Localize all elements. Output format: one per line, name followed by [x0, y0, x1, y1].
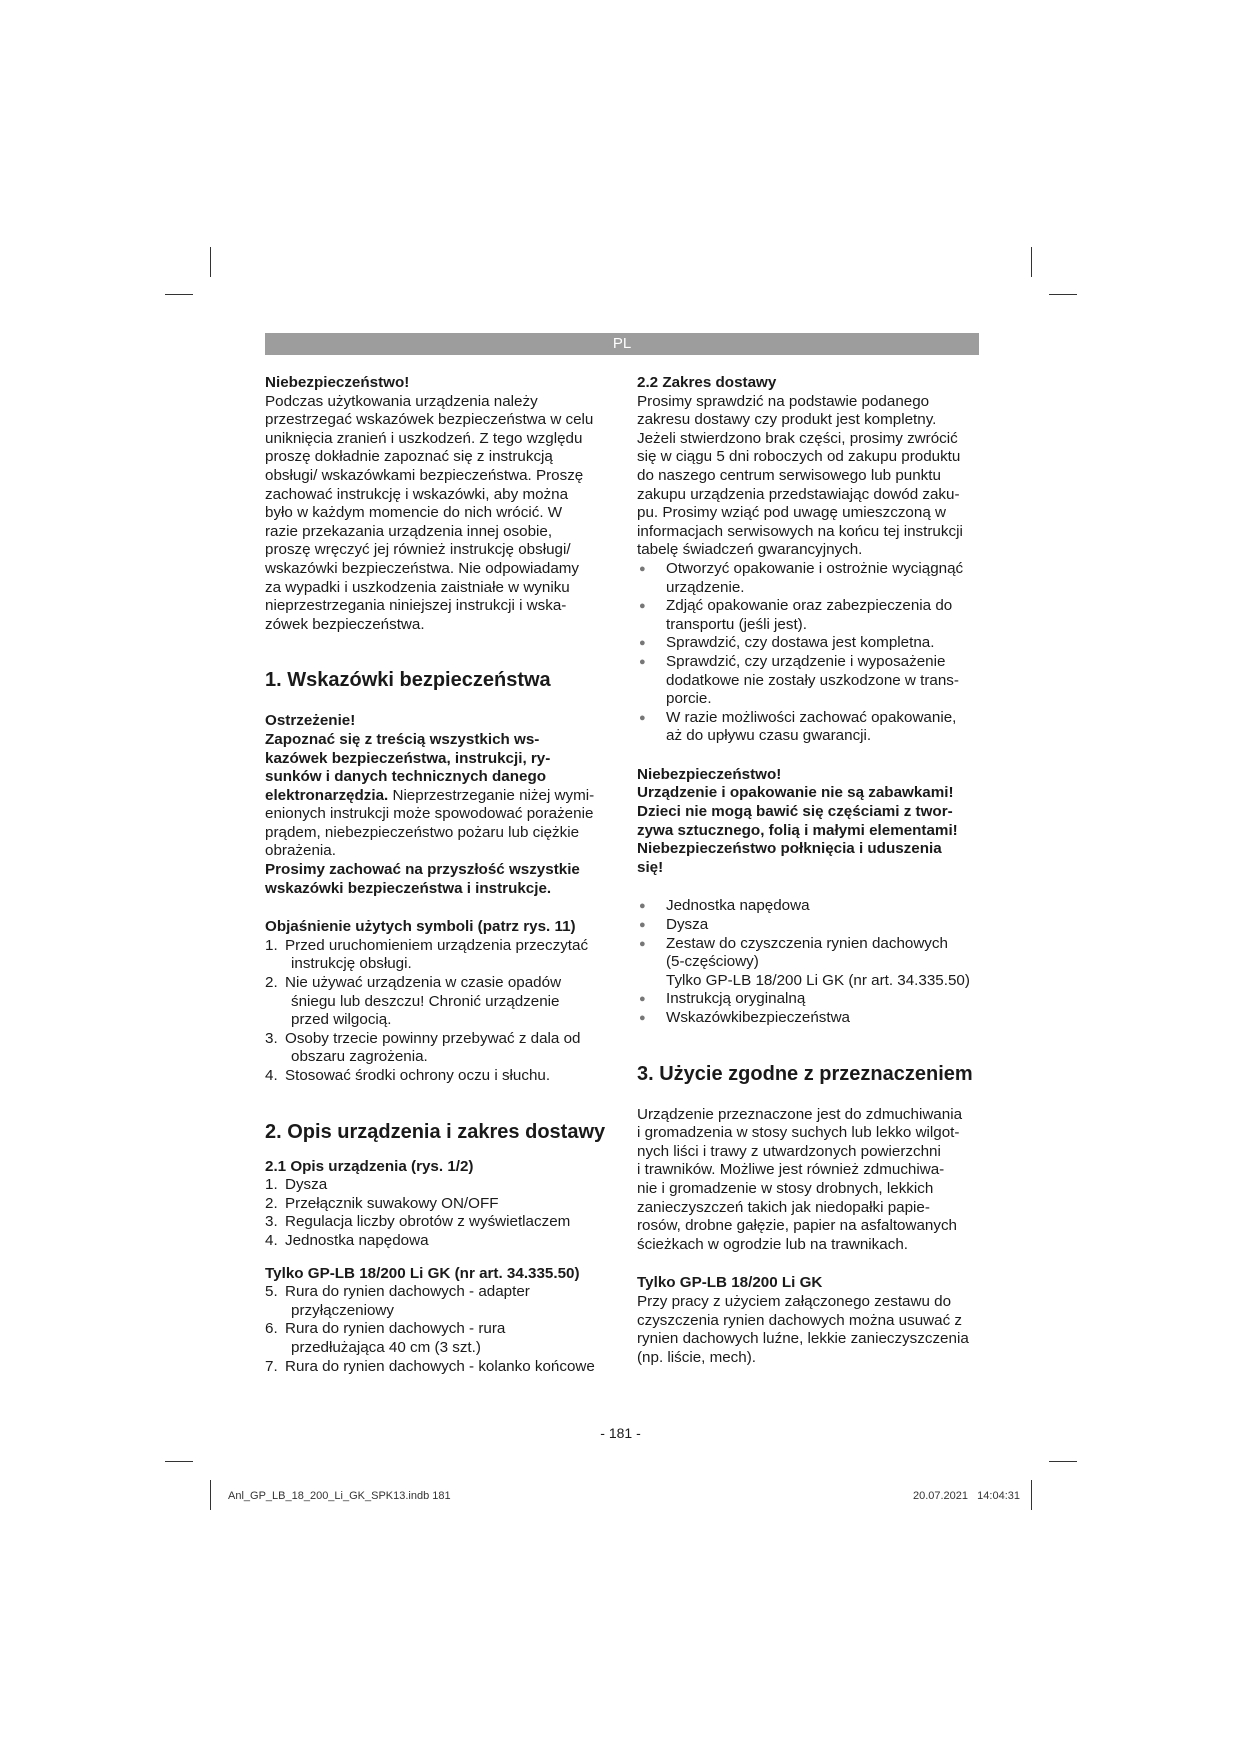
- bullet-item-line: transportu (jeśli jest).: [666, 615, 807, 633]
- bullet-item-line: Otworzyć opakowanie i ostrożnie wyciągnąć: [666, 559, 964, 577]
- bullet-item: [637, 653, 982, 709]
- bullet-item: [637, 935, 982, 991]
- list-item-text: [285, 1232, 429, 1251]
- warning-bold-text: [265, 731, 610, 787]
- danger-title: Niebezpieczeństwo!: [265, 374, 410, 391]
- crop-mark: [1031, 1480, 1032, 1510]
- danger2-bold-text: [637, 784, 982, 877]
- list-item-text: [285, 1176, 327, 1195]
- bullet-item-text: [666, 1009, 850, 1028]
- text-line: rosów, drobne gałęzie, papier na asfaltowanych: [637, 1217, 957, 1235]
- bullet-icon: ●: [639, 711, 646, 724]
- list-item: [265, 1232, 610, 1251]
- text-line: Niebezpieczeństwo połknięcia i uduszenia: [637, 840, 942, 858]
- list-item-number: 2.: [265, 974, 278, 992]
- list-item-line: Rura do rynien dachowych - adapter: [285, 1283, 530, 1301]
- text-line: Podczas użytkowania urządzenia należy: [265, 392, 538, 410]
- bullet-item-text: [666, 653, 959, 709]
- list-item-line: instrukcję obsługi.: [291, 955, 412, 973]
- bullet-item: [637, 634, 982, 653]
- text-line: za wypadki i uszkodzenia zaistniałe w wyniku: [265, 578, 570, 596]
- text-line: (np. liście, mech).: [637, 1348, 757, 1366]
- only-model-title: Tylko GP-LB 18/200 Li GK (nr art. 34.335.50): [265, 1264, 580, 1282]
- text-line: wskazówki bezpieczeństwa. Nie odpowiadamy: [265, 559, 580, 577]
- list-item-text: [285, 1195, 499, 1214]
- section-3-heading: 3. Użycie zgodne z przeznaczeniem: [637, 1062, 973, 1085]
- section-2-1-title: 2.1 Opis urządzenia (rys. 1/2): [265, 1157, 474, 1175]
- list-item-line: przed wilgocią.: [291, 1011, 392, 1029]
- text-line: zówek bezpieczeństwa.: [265, 615, 425, 633]
- section-3-only-title: Tylko GP-LB 18/200 Li GK: [637, 1274, 823, 1292]
- text-line: i gromadzenia w stosy suchych lub lekko wilgot-: [637, 1124, 960, 1142]
- text-line: tabelę świadczeń gwarancyjnych.: [637, 541, 863, 559]
- bullet-item-line: Tylko GP-LB 18/200 Li GK (nr art. 34.335.50): [666, 971, 970, 989]
- bullet-item-line: dodatkowe nie zostały uszkodzone w trans-: [666, 671, 959, 689]
- text-line: Przy pracy z użyciem załączonego zestawu do: [637, 1292, 952, 1310]
- symbols-list: [265, 937, 610, 1086]
- danger2-title: Niebezpieczeństwo!: [637, 765, 782, 783]
- language-label: PL: [612, 335, 632, 352]
- list-item-text: [285, 937, 588, 974]
- left-column: [265, 374, 610, 1376]
- text-line: sunków i danych technicznych danego: [265, 768, 547, 786]
- delivery-scope-list: [637, 897, 982, 1027]
- list-item-number: 3.: [265, 1029, 278, 1047]
- bullet-item-text: [666, 916, 708, 935]
- bullet-item-line: Sprawdzić, czy urządzenie i wyposażenie: [666, 652, 946, 670]
- bullet-item-line: porcie.: [666, 690, 712, 708]
- danger-paragraph: [265, 393, 610, 635]
- list-item-line: Stosować środki ochrony oczu i słuchu.: [285, 1067, 551, 1084]
- list-item-line: przyłączeniowy: [291, 1301, 394, 1319]
- text-line: zakresu dostawy czy produkt jest kompletny.: [637, 411, 937, 429]
- bullet-item-line: Zdjąć opakowanie oraz zabezpieczenia do: [666, 597, 953, 615]
- bullet-item-line: W razie możliwości zachować opakowanie,: [666, 708, 957, 726]
- crop-mark: [1049, 294, 1077, 295]
- text-line: Prosimy zachować na przyszłość wszystkie: [265, 861, 580, 879]
- list-item-text: [285, 1030, 580, 1067]
- text-line: Zapoznać się z treścią wszystkich ws-: [265, 730, 540, 748]
- text-line: czyszczenia rynien dachowych można usuwać z: [637, 1311, 962, 1329]
- list-item-text: [285, 1067, 550, 1086]
- text-line: zanieczyszczeń takich jak niedopałki papie-: [637, 1198, 930, 1216]
- warning-paragraph: [265, 805, 610, 861]
- section-3-only-paragraph: [637, 1293, 982, 1367]
- list-item-number: 2.: [265, 1194, 278, 1212]
- bullet-item: [637, 990, 982, 1009]
- bullet-item: [637, 597, 982, 634]
- text-line: wskazówki bezpieczeństwa i instrukcje.: [265, 879, 552, 897]
- list-item-line: Przed uruchomieniem urządzenia przeczytać: [285, 936, 589, 954]
- text-line: zakupu urządzenia przedstawiając dowód zaku-: [637, 485, 960, 503]
- text-line: się!: [637, 858, 664, 876]
- footer-filename: Anl_GP_LB_18_200_Li_GK_SPK13.indb 181: [228, 1490, 451, 1502]
- text-line: razie przekazania urządzenia innej osobie,: [265, 522, 553, 540]
- bullet-item: [637, 709, 982, 746]
- right-column: [637, 374, 982, 1367]
- text-line: obsługi/ wskazówkami bezpieczeństwa. Proszę: [265, 466, 584, 484]
- bullet-icon: ●: [639, 919, 646, 932]
- bullet-item-line: (5-częściowy): [666, 953, 759, 971]
- crop-mark: [210, 247, 211, 277]
- list-item-line: Przełącznik suwakowy ON/OFF: [285, 1194, 499, 1212]
- bullet-item-line: Wskazówkibezpieczeństwa: [666, 1009, 851, 1026]
- list-item-line: Rura do rynien dachowych - kolanko końcowe: [285, 1357, 595, 1375]
- list-item-number: 4.: [265, 1231, 278, 1249]
- bullet-item-line: Sprawdzić, czy dostawa jest kompletna.: [666, 634, 935, 652]
- bullet-item-line: Zestaw do czyszczenia rynien dachowych: [666, 934, 948, 952]
- language-header-bar: [265, 333, 979, 355]
- list-item-number: 5.: [265, 1283, 278, 1301]
- section-3-paragraph: [637, 1106, 982, 1255]
- list-item-number: 7.: [265, 1357, 278, 1375]
- text-line: prądem, niebezpieczeństwo pożaru lub ciężkie: [265, 823, 580, 841]
- text-line: zachować instrukcję i wskazówki, aby można: [265, 485, 569, 503]
- list-item-line: Jednostka napędowa: [285, 1231, 429, 1249]
- text-line: się w ciągu 5 dni roboczych od zakupu produktu: [637, 448, 961, 466]
- list-item-line: Osoby trzecie powinny przebywać z dala od: [285, 1029, 581, 1047]
- bullet-item: [637, 897, 982, 916]
- bullet-item-text: [666, 935, 970, 991]
- section-2-heading: 2. Opis urządzenia i zakres dostawy: [265, 1120, 606, 1143]
- text-line: ścieżkach w ogrodzie lub na trawnikach.: [637, 1235, 908, 1253]
- crop-mark: [1031, 247, 1032, 277]
- list-item: [265, 937, 610, 974]
- text-line: nie i gromadzenie w stosy drobnych, lekkich: [637, 1179, 934, 1197]
- text-line: rynien dachowych luźne, lekkie zanieczyszczenia: [637, 1330, 969, 1348]
- text-line: Prosimy sprawdzić na podstawie podanego: [637, 392, 930, 410]
- list-item: [265, 1176, 610, 1195]
- list-item-number: 1.: [265, 936, 278, 954]
- list-item-line: obszaru zagrożenia.: [291, 1048, 428, 1066]
- crop-mark: [165, 294, 193, 295]
- only-parts-list: [265, 1283, 610, 1376]
- bullet-item-text: [666, 709, 956, 746]
- unpacking-steps-list: [637, 560, 982, 746]
- list-item: [265, 1320, 610, 1357]
- list-item-text: [285, 1358, 595, 1377]
- bullet-item-line: Jednostka napędowa: [666, 897, 810, 915]
- text-line: zywa sztucznego, folią i małymi elementami!: [637, 821, 958, 839]
- list-item-line: Dysza: [285, 1176, 328, 1194]
- bullet-icon: ●: [639, 562, 646, 575]
- text-line: nych liści i trawy z utwardzonych powierzchni: [637, 1142, 941, 1160]
- crop-mark: [1049, 1461, 1077, 1462]
- bullet-item-text: [666, 634, 934, 653]
- bullet-icon: ●: [639, 655, 646, 668]
- text-line: i trawników. Możliwe jest również zdmuchiwa-: [637, 1161, 945, 1179]
- crop-mark: [210, 1480, 211, 1510]
- bullet-item-line: urządzenie.: [666, 578, 745, 596]
- warning-mixed-line: [265, 787, 610, 806]
- text-line: kazówek bezpieczeństwa, instrukcji, ry-: [265, 749, 551, 767]
- list-item-text: [285, 1213, 570, 1232]
- list-item-text: [285, 1283, 530, 1320]
- section-1-heading: 1. Wskazówki bezpieczeństwa: [265, 669, 551, 692]
- bullet-icon: ●: [639, 637, 646, 650]
- keep-instructions-text: [265, 861, 610, 898]
- warning-mixed-bold: elektronarzędzia.: [265, 786, 389, 804]
- list-item-line: przedłużająca 40 cm (3 szt.): [291, 1338, 481, 1356]
- bullet-icon: ●: [639, 937, 646, 950]
- bullet-item: [637, 916, 982, 935]
- list-item: [265, 1213, 610, 1232]
- text-line: Urządzenie i opakowanie nie są zabawkami!: [637, 784, 954, 802]
- list-item: [265, 1358, 610, 1377]
- list-item-number: 6.: [265, 1320, 278, 1338]
- section-2-2-paragraph: [637, 393, 982, 560]
- list-item: [265, 1067, 610, 1086]
- bullet-item-text: [666, 897, 810, 916]
- list-item-text: [285, 1320, 505, 1357]
- bullet-item-line: Dysza: [666, 916, 709, 934]
- bullet-item-text: [666, 597, 952, 634]
- text-line: proszę wręczyć jej również instrukcję obsługi/: [265, 541, 571, 559]
- bullet-icon: ●: [639, 600, 646, 613]
- list-item: [265, 974, 610, 1030]
- bullet-icon: ●: [639, 993, 646, 1006]
- list-item-number: 3.: [265, 1213, 278, 1231]
- symbols-title: Objaśnienie użytych symboli (patrz rys. 11): [265, 918, 576, 936]
- list-item-number: 1.: [265, 1176, 278, 1194]
- bullet-item-line: aż do upływu czasu gwarancji.: [666, 727, 872, 745]
- crop-mark: [165, 1461, 193, 1462]
- list-item-line: Regulacja liczby obrotów z wyświetlaczem: [285, 1213, 571, 1231]
- list-item-line: Rura do rynien dachowych - rura: [285, 1320, 506, 1338]
- list-item-line: śniegu lub deszczu! Chronić urządzenie: [291, 992, 560, 1010]
- text-line: Urządzenie przeznaczone jest do zdmuchiwania: [637, 1105, 963, 1123]
- text-line: do naszego centrum serwisowego lub punktu: [637, 466, 941, 484]
- bullet-item-text: [666, 560, 963, 597]
- warning-title: Ostrzeżenie!: [265, 712, 356, 730]
- text-line: było w każdym momencie do nich wrócić. W: [265, 504, 563, 522]
- text-line: uniknięcia zranień i uszkodzeń. Z tego względu: [265, 429, 583, 447]
- bullet-item: [637, 560, 982, 597]
- list-item-line: Nie używać urządzenia w czasie opadów: [285, 974, 562, 992]
- footer-date: 20.07.2021 14:04:31: [912, 1490, 1020, 1502]
- text-line: informacjach serwisowych na końcu tej instrukcji: [637, 522, 963, 540]
- text-line: obrażenia.: [265, 842, 336, 860]
- list-item: [265, 1195, 610, 1214]
- page-number: - 181 -: [600, 1425, 641, 1441]
- warning-mixed-rest: Nieprzestrzeganie niżej wymi-: [388, 786, 595, 804]
- text-line: enionych instrukcji może spowodować porażenie: [265, 805, 594, 823]
- list-item: [265, 1283, 610, 1320]
- text-line: proszę dokładnie zapoznać się z instrukcją: [265, 448, 553, 466]
- list-item-text: [285, 974, 561, 1030]
- list-item: [265, 1030, 610, 1067]
- bullet-item: [637, 1009, 982, 1028]
- bullet-icon: ●: [639, 1012, 646, 1024]
- bullet-item-text: [666, 990, 805, 1009]
- text-line: przestrzegać wskazówek bezpieczeństwa w celu: [265, 411, 594, 429]
- text-line: nieprzestrzegania niniejszej instrukcji i wska-: [265, 597, 567, 615]
- text-line: Jeżeli stwierdzono brak części, prosimy zwrócić: [637, 429, 958, 447]
- bullet-icon: ●: [639, 900, 646, 913]
- section-2-2-title: 2.2 Zakres dostawy: [637, 374, 777, 391]
- text-line: Dzieci nie mogą bawić się częściami z twor-: [637, 803, 953, 821]
- parts-list: [265, 1176, 610, 1250]
- bullet-item-line: Instrukcją oryginalną: [666, 990, 806, 1008]
- text-line: pu. Prosimy wziąć pod uwagę umieszczoną w: [637, 504, 946, 522]
- list-item-number: 4.: [265, 1067, 278, 1084]
